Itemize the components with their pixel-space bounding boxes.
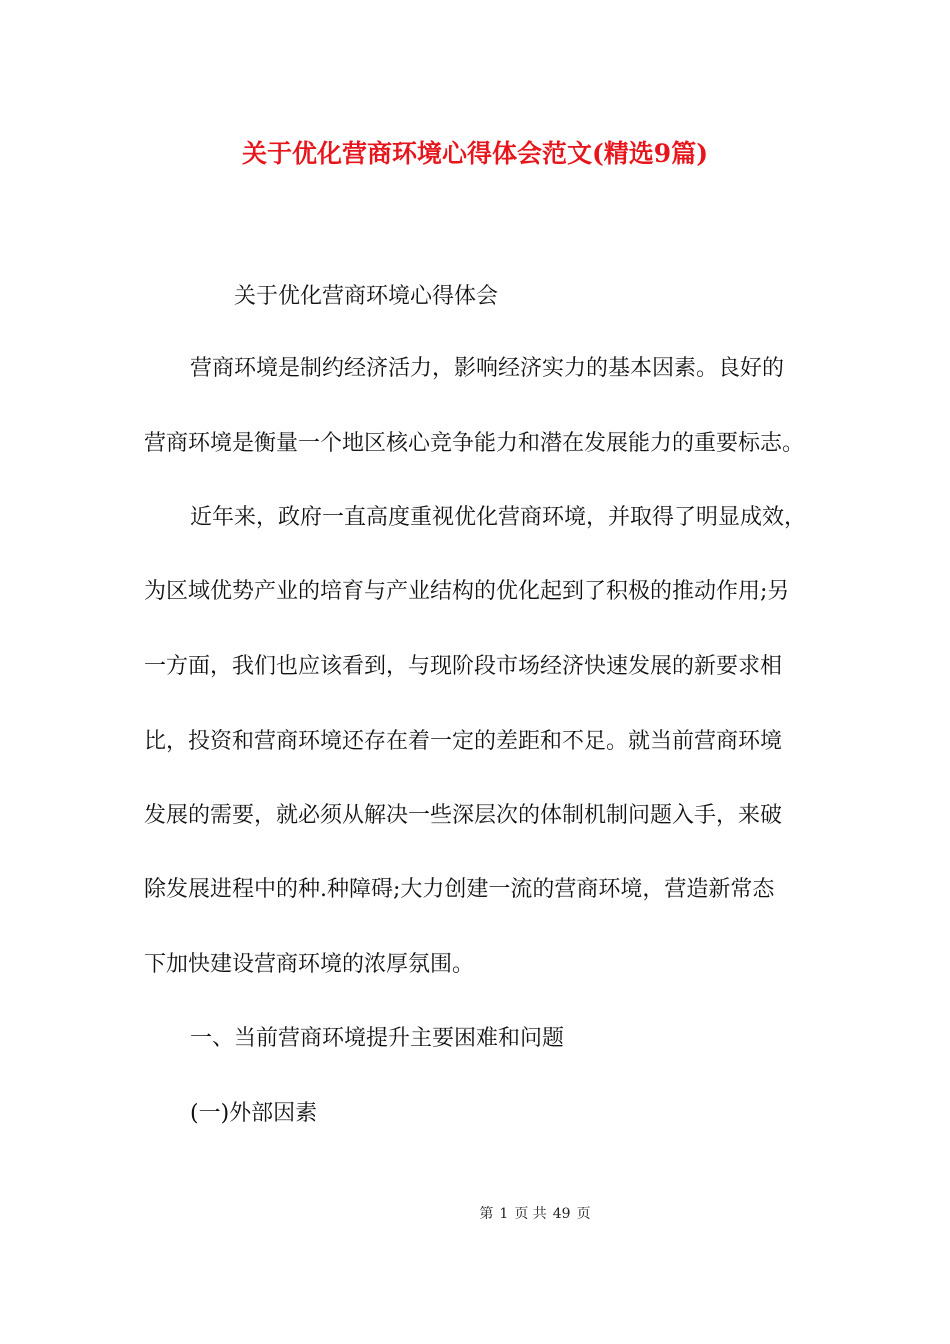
footer-current-page: 1 (499, 1206, 509, 1222)
footer-suffix: 页 (576, 1206, 591, 1222)
paragraph-2-line-2: 为区域优势产业的培育与产业结构的优化起到了积极的推动作用;另 (144, 579, 790, 604)
paragraph-2-line-4: 比，投资和营商环境还存在着一定的差距和不足。就当前营商环境 (144, 729, 783, 754)
footer-total-pages: 49 (552, 1206, 571, 1222)
section-heading-2: (一)外部因素 (190, 1101, 318, 1126)
paragraph-1-line-2: 营商环境是衡量一个地区核心竞争能力和潜在发展能力的重要标志。 (144, 431, 805, 456)
document-subtitle: 关于优化营商环境心得体会 (234, 284, 499, 309)
paragraph-2-line-6: 除发展进程中的种.种障碍;大力创建一流的营商环境，营造新常态 (144, 877, 775, 902)
footer-prefix: 第 (479, 1206, 494, 1222)
paragraph-2-line-1: 近年来，政府一直高度重视优化营商环境，并取得了明显成效， (190, 505, 807, 530)
paragraph-1-line-1: 营商环境是制约经济活力，影响经济实力的基本因素。良好的 (190, 356, 785, 381)
document-title: 关于优化营商环境心得体会范文(精选9篇) (241, 139, 709, 168)
paragraph-2-line-7: 下加快建设营商环境的浓厚氛围。 (144, 952, 475, 977)
section-heading-1: 一、当前营商环境提升主要困难和问题 (190, 1026, 565, 1051)
page-footer (0, 1204, 950, 1224)
footer-mid: 页 共 (514, 1206, 547, 1222)
paragraph-2-line-3: 一方面，我们也应该看到，与现阶段市场经济快速发展的新要求相 (144, 654, 783, 679)
paragraph-2-line-5: 发展的需要，就必须从解决一些深层次的体制机制问题入手，来破 (144, 803, 783, 828)
